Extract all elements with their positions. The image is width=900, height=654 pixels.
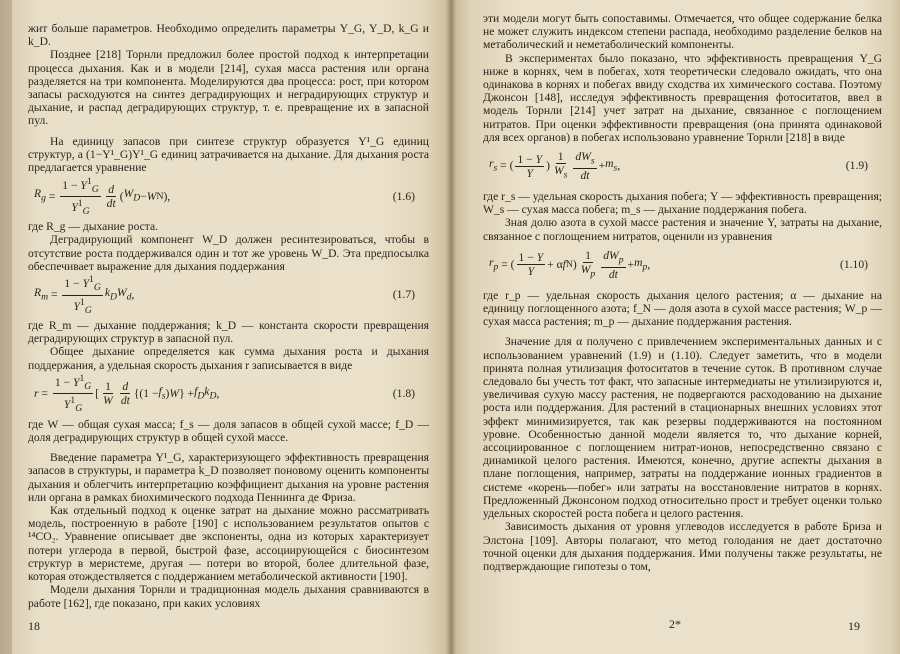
- formula-1-7: [28, 275, 429, 315]
- paragraph: Зависимость дыхания от уровня углеводов исследуется в работе Бриза и Элстона [109]. Авторы полагают, что метод голодания не дает достаточно точной оценки для дыхания поддержания. Ими получены также результаты, не подтверждающие гипотезы о том,: [483, 520, 882, 573]
- paragraph: где R_g — дыхание роста.: [28, 220, 159, 234]
- paragraph: где r_s — удельная скорость дыхания побега; Y — эффективность превращения; W_s — сухая масса побега; m_s — дыхание поддержания побега.: [483, 190, 882, 217]
- paragraph: Позднее [218] Торнли предложил более простой подход к интерпретации процесса дыхания. Как и в модели [214], сухая масса растения или органа разделяется на три компонента. Моделируются два процесса: рост, при котором запасы расходуются на синтез деградирующих и неградирующих структур и дыхание, и распад деградирующих структур, т. е. превращение их в запасной пул.: [28, 48, 429, 128]
- formula-1-6: [28, 176, 429, 216]
- formula-1-9: [483, 146, 882, 186]
- formula-number: (1.9): [845, 159, 868, 173]
- paragraph: эти модели могут быть сопоставимы. Отмечается, что общее содержание белка не может служить индексом степени распада, необходимо разделение белков на метаболический и неметаболический компоненты.: [483, 12, 882, 52]
- paragraph: Введение параметра Y¹_G, характеризующего эффективность превращения запасов в структуры, и параметра k_D позволяет поновому оценить компоненты дыхания и облегчить интерпретацию коэффициент дыхания на уровне растения или органа в рамках биохимического подхода Пеннинга де Фриза.: [28, 451, 429, 504]
- paragraph: где r_p — удельная скорость дыхания целого растения; α — дыхание на единицу поглощенного азота; f_N — доля азота в сухой массе растения; W_p — сухая масса растения; m_p — дыхание поддержания растения.: [483, 288, 882, 329]
- paragraph: Значение для α получено с привлечением экспериментальных данных и с использованием уравнений (1.9) и (1.10). Следует заметить, что в модели принята полная утилизация фотоситатов в течение суток. В противном случае следовало бы учесть тот факт, что запасные интермедиаты не утилизируются и, увеличивая сухую массу растения, не подвергаются расходованию на дыхание роста или поддержания. Для растений в стационарных внешних условиях этот эффект минимизируется, так как резервы поддерживаются на постоянном уровне. Особенностью данной модели является то, что дыхание корней, ассоциированное с поглощением нитрат-ионов, непосредственно связано с динамикой целого растения. Имеются, конечно, другие аспекты дыхания в плане поглощения, например, затраты на поддержание ионных градиентов в системе «корень—побег» или затраты на восстановление нитратов в корнях. Предложенный Джонсоном подход относительно прост и требует оценки только удельных скоростей роста побега и целого растения.: [483, 335, 882, 521]
- formula-body: $r_s$ = ( $\frac{1 - Y}{Y}$ ) $\frac{1}{W_s}$ $\frac{dW_s}{dt}$ + $m_s$ ,: [489, 150, 621, 182]
- formula-body: r = $\frac{1 - Y^1_G}{Y^1_G}$ [ $\frac{1}{W}$ $\frac{d}{dt}$ {(1 − $f_s$ ) W } + $f_Dk_D$ ,: [34, 373, 220, 415]
- paragraph: где W — общая сухая масса; f_s — доля запасов в общей сухой массе; f_D — доля деградирующих структур в общей сухой массе.: [28, 417, 429, 445]
- right-page: [451, 0, 900, 654]
- page-number: 18: [28, 619, 40, 633]
- formula-1-8: [28, 374, 429, 414]
- paragraph: жит больше параметров. Необходимо определить параметры Y_G, Y_D, k_G и k_D.: [28, 22, 429, 49]
- formula-body: $R_m$ = $\frac{1 - Y^1_G}{Y^1_G}$ $k_DW_d$ ,: [34, 274, 135, 316]
- signature-mark: 2*: [669, 617, 681, 631]
- paragraph: Как отдельный подход к оценке затрат на дыхание можно рассматривать модель, построенную в работе [190] с использованием результатов опытов с ¹⁴CO₂. Уравнение описывает две экспоненты, одна из которых характеризует потери углерода в первой, быстрой фазе, ассоциирующейся с биосинтезом структур в меристеме, другая — потери во второй, более длительной фазе, которая отождествляется с поддержанием метаболической активности [190].: [28, 504, 429, 584]
- paragraph: Деградирующий компонент W_D должен ресинтезироваться, чтобы в отсутствие роста поддерживался один и тот же уровень W_D. Эта предпосылка обеспечивает выражение для дыхания поддержания: [28, 233, 429, 273]
- formula-body: $r_p$ = ( $\frac{1 - Y}{Y}$ + α f N ) $\frac{1}{W_p}$ $\frac{dW_p}{dt}$ + $m_p$ ,: [489, 249, 651, 281]
- paragraph: где R_m — дыхание поддержания; k_D — константа скорости превращения деградирующих структур в запасной пул.: [28, 319, 429, 346]
- left-page-text: [28, 22, 429, 610]
- paragraph: Модели дыхания Торнли и традиционная модель дыхания сравниваются в работе [162], где показано, при каких условиях: [28, 583, 429, 610]
- paragraph: Зная долю азота в сухой массе растения и значение Y, затраты на дыхание, связанное с поглощением нитратов, оценили из уравнения: [483, 216, 882, 243]
- formula-body: $R_g$ = $\frac{1 - Y^1_G}{Y^1_G}$ $\frac{d}{dt}$ ( $W_D$ − W N ),: [34, 175, 171, 217]
- right-page-text: [483, 12, 882, 573]
- formula-number: (1.8): [392, 387, 415, 401]
- page-edge-stain: [0, 0, 12, 654]
- paragraph: В экспериментах было показано, что эффективность превращения Y_G ниже в корнях, чем в побегах, хотя теоретически следовало ожидать, что она одинакова в корнях и побегах ввиду сходства их химического состава. Поэтому Джонсон [148], исследуя эффективность превращения фотоситатов, ввел в модель Торнли [214] учет затрат на дыхание, связанное с поглощением нитратов. При оценки эффективности превращения (она принята одинаковой для всех органов) в побегах использовано уравнение Торнли [218] в виде: [483, 51, 882, 144]
- formula-number: (1.7): [392, 288, 415, 302]
- formula-number: (1.10): [839, 258, 868, 272]
- paragraph: Общее дыхание определяется как сумма дыхания роста и дыхания поддержания, а удельная скорость дыхания r записывается в виде: [28, 345, 429, 372]
- formula-number: (1.6): [392, 189, 415, 203]
- page-number: 19: [848, 619, 860, 633]
- paragraph: На единицу запасов при синтезе структур образуется Y¹_G единиц структур, а (1−Y¹_G)Y¹_G единиц затрачивается на дыхание. Для дыхания роста предлагается уравнение: [28, 134, 429, 175]
- formula-1-10: [483, 245, 882, 285]
